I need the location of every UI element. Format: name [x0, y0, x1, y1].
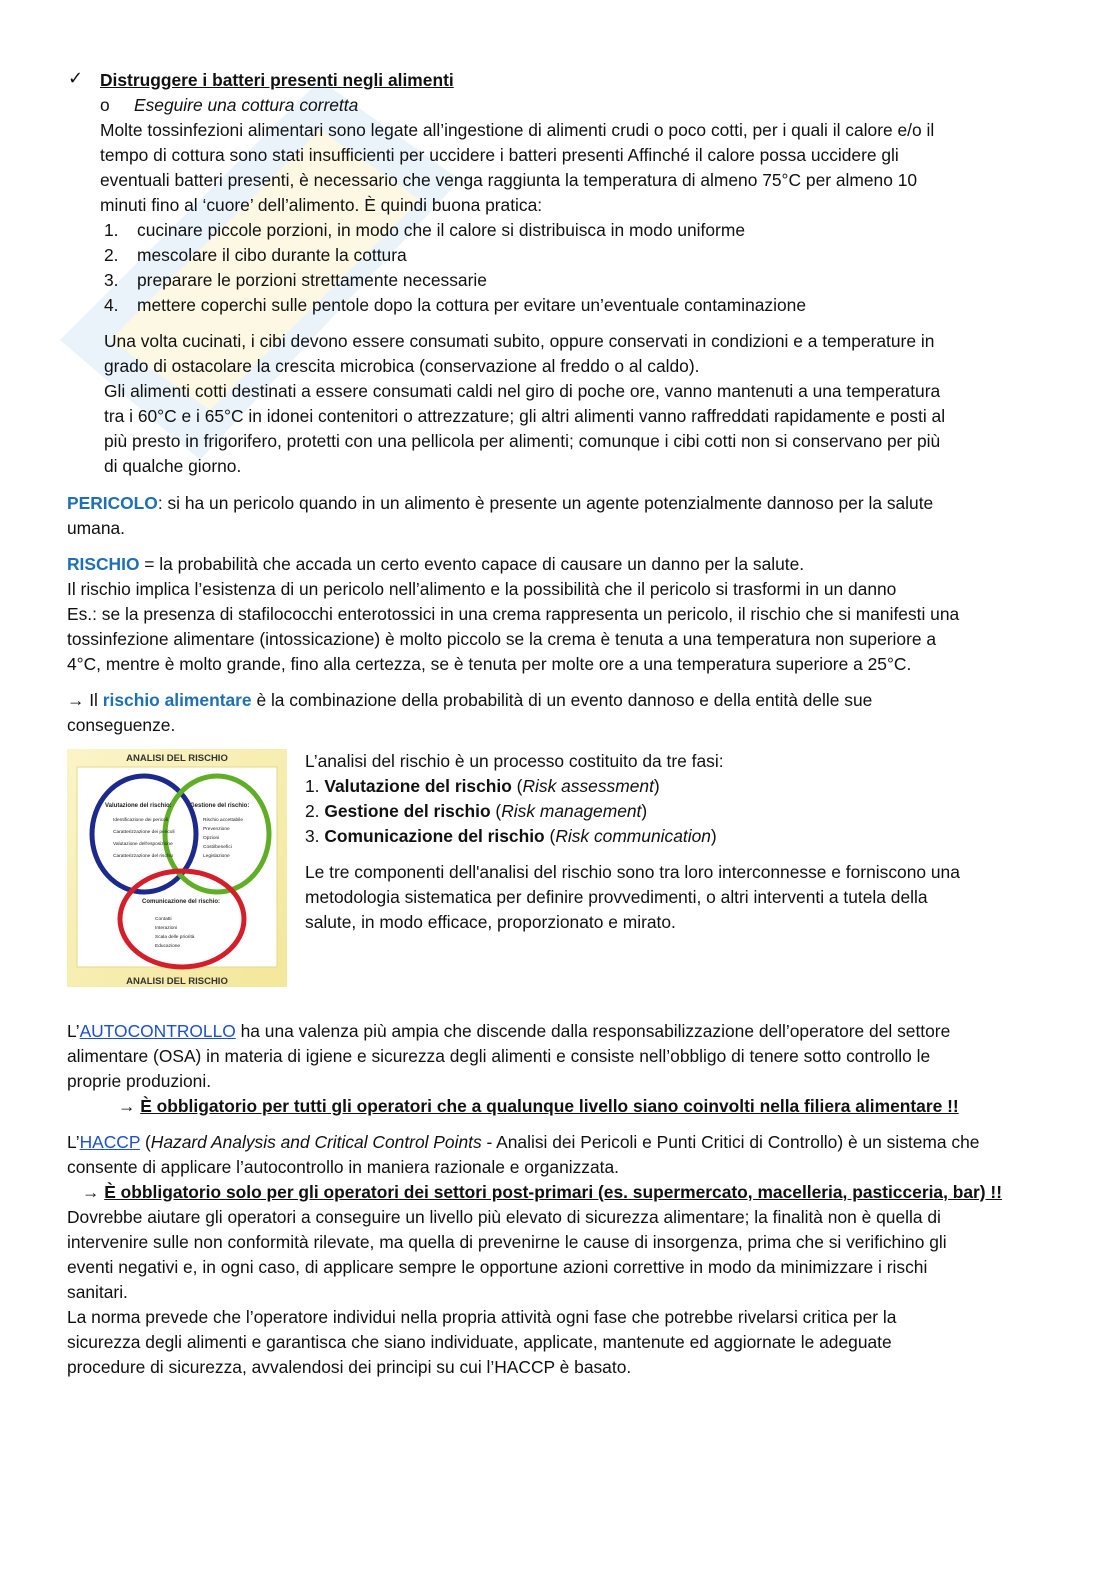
- storage-line: Una volta cucinati, i cibi devono essere consumati subito, oppure conservati in condizioni e a temperature in: [104, 331, 935, 351]
- bullet-marker: o: [100, 95, 110, 115]
- autocontrollo-line: alimentare (OSA) in materia di igiene e sicurezza degli alimenti e consiste nell’obbligo di tenere sotto controllo le: [67, 1046, 931, 1066]
- gestione-item: Opzioni: [203, 836, 220, 841]
- autocontrollo-link[interactable]: AUTOCONTROLLO: [79, 1021, 236, 1041]
- gestione-title: Gestione del rischio:: [190, 803, 250, 809]
- rischio-line: Es.: se la presenza di stafilococchi enterotossici in una crema rappresenta un pericolo, il rischio che si manifesti una: [67, 604, 960, 624]
- storage-line: tra i 60°C e i 65°C in idonei contenitori o attrezzature; gli altri alimenti vanno raffreddati rapidamente e posti al: [104, 406, 946, 426]
- rischio-term: RISCHIO: [67, 554, 140, 574]
- list-number: 3.: [104, 270, 119, 290]
- list-number: 4.: [104, 295, 119, 315]
- arrow-icon: →: [82, 1182, 100, 1202]
- risk-analysis-diagram: [67, 749, 287, 987]
- comunicazione-item: Interazioni: [155, 926, 178, 931]
- valutazione-item: Valutazione dell'esposizione: [113, 842, 173, 847]
- haccp-line: consente di applicare l’autocontrollo in maniera razionale e organizzata.: [67, 1157, 619, 1177]
- analisi-phase: 1. Valutazione del rischio (Risk assessment): [305, 776, 660, 796]
- gestione-item: Legislazione: [203, 854, 230, 859]
- arrow-icon: →: [67, 690, 85, 710]
- valutazione-item: Identificazione dei pericoli: [113, 818, 168, 823]
- comunicazione-title: Comunicazione del rischio:: [142, 899, 221, 905]
- haccp-link[interactable]: HACCP: [79, 1132, 141, 1152]
- section-title: Distruggere i batteri presenti negli alimenti: [100, 70, 454, 90]
- checkmark-icon: ✓: [68, 68, 84, 88]
- gestione-item: Rischio accettabile: [203, 818, 243, 823]
- analisi-line: salute, in modo efficace, proporzionato e mirato.: [305, 912, 676, 932]
- autocontrollo-note: → È obbligatorio per tutti gli operatori che a qualunque livello siano coinvolti nella filiera alimentare !!: [118, 1096, 959, 1116]
- sub-title: Eseguire una cottura corretta: [134, 95, 359, 115]
- gestione-item: Prevenzione: [203, 827, 230, 832]
- analisi-line: Le tre componenti dell'analisi del rischio sono tra loro interconnesse e forniscono una: [305, 862, 960, 882]
- rischio-line: 4°C, mentre è molto grande, fino alla certezza, se è tenuta per molte ore a una temperatura superiore a 25°C.: [67, 654, 912, 674]
- haccp-line: La norma prevede che l’operatore individui nella propria attività ogni fase che potrebbe rivelarsi critica per la: [67, 1307, 897, 1327]
- haccp-line: Dovrebbe aiutare gli operatori a conseguire un livello più elevato di sicurezza alimentare; la finalità non è quella di: [67, 1207, 941, 1227]
- autocontrollo-line: proprie produzioni.: [67, 1071, 212, 1091]
- list-item: cucinare piccole porzioni, in modo che il calore si distribuisca in modo uniforme: [137, 220, 745, 240]
- rischio-text: = la probabilità che accada un certo evento capace di causare un danno per la salute.: [139, 554, 805, 574]
- rischio-definition: [67, 552, 804, 577]
- pericolo-text: : si ha un pericolo quando in un alimento è presente un agente potenzialmente dannoso per la salute: [157, 493, 934, 513]
- cooking-line: minuti fino al ‘cuore’ dell’alimento. È quindi buona pratica:: [100, 195, 543, 215]
- arrow-icon: →: [118, 1096, 136, 1116]
- analisi-line: metodologia sistematica per definire provvedimenti, o altri interventi a tutela della: [305, 887, 928, 907]
- pericolo-term: PERICOLO: [67, 493, 158, 513]
- rischio-alimentare-line: → Il rischio alimentare è la combinazione della probabilità di un evento dannoso e della entità delle sue: [67, 690, 873, 710]
- analisi-phase: 3. Comunicazione del rischio (Risk communication): [305, 826, 717, 846]
- list-item: mettere coperchi sulle pentole dopo la cottura per evitare un’eventuale contaminazione: [137, 295, 806, 315]
- haccp-line: eventi negativi e, in ogni caso, di applicare sempre le opportune azioni correttive in modo da minimizzare i rischi: [67, 1257, 928, 1277]
- gestione-item: Costi/benefici: [203, 845, 232, 850]
- analisi-phase: 2. Gestione del rischio (Risk management): [305, 801, 648, 821]
- comunicazione-item: Scala delle priorità: [155, 935, 195, 940]
- pericolo-line: umana.: [67, 518, 126, 538]
- pericolo-definition: [67, 491, 933, 516]
- haccp-line: sanitari.: [67, 1282, 128, 1302]
- valutazione-item: Caratterizzazione del rischio: [113, 854, 174, 859]
- comunicazione-item: Educazione: [155, 944, 181, 949]
- rischio-alimentare-term: rischio alimentare: [102, 690, 252, 710]
- list-item: mescolare il cibo durante la cottura: [137, 245, 407, 265]
- list-number: 2.: [104, 245, 119, 265]
- storage-line: Gli alimenti cotti destinati a essere consumati caldi nel giro di poche ore, vanno mantenuti a una temperatura: [104, 381, 941, 401]
- cooking-line: tempo di cottura sono stati insufficienti per uccidere i batteri presenti Affinché il calore possa uccidere gli: [100, 145, 899, 165]
- storage-line: più presto in frigorifero, protetti con una pellicola per alimenti; comunque i cibi cotti non si conservano per più: [104, 431, 941, 451]
- autocontrollo-line: L’AUTOCONTROLLO ha una valenza più ampia che discende dalla responsabilizzazione dell’operatore del settore: [67, 1021, 951, 1041]
- list-item: preparare le porzioni strettamente necessarie: [137, 270, 487, 290]
- valutazione-title: Valutazione del rischio:: [105, 803, 172, 809]
- comunicazione-item: Contatti: [155, 917, 172, 922]
- rischio-line: Il rischio implica l’esistenza di un pericolo nell’alimento e la possibilità che il pericolo si trasformi in un danno: [67, 579, 897, 599]
- storage-line: di qualche giorno.: [104, 456, 242, 476]
- diagram-title-bottom: ANALISI DEL RISCHIO: [126, 976, 228, 987]
- haccp-line: procedure di sicurezza, avvalendosi dei principi su cui l’HACCP è basato.: [67, 1357, 632, 1377]
- diagram-title-top: ANALISI DEL RISCHIO: [126, 753, 228, 764]
- rischio-alimentare-line: conseguenze.: [67, 715, 176, 735]
- haccp-line: sicurezza degli alimenti e garantisca che siano individuate, applicate, mantenute ed aggiornate le adeguate: [67, 1332, 892, 1352]
- haccp-line: intervenire sulle non conformità rilevate, ma quella di prevenirne le cause di insorgenza, prima che si verifichino gli: [67, 1232, 947, 1252]
- storage-line: grado di ostacolare la crescita microbica (conservazione al freddo o al caldo).: [104, 356, 700, 376]
- valutazione-item: Caratterizzazione dei pericoli: [113, 830, 175, 835]
- rischio-line: tossinfezione alimentare (intossicazione) è molto piccolo se la crema è tenuta a una temperatura non superiore a: [67, 629, 937, 649]
- cooking-line: Molte tossinfezioni alimentari sono legate all’ingestione di alimenti crudi o poco cotti, per i quali il calore e/o il: [100, 120, 935, 140]
- haccp-note: → È obbligatorio solo per gli operatori dei settori post-primari (es. supermercato, macelleria, pasticceria, bar) !!: [82, 1182, 1003, 1202]
- haccp-line: L’HACCP (Hazard Analysis and Critical Control Points - Analisi dei Pericoli e Punti Critici di Controllo) è un sistema che: [67, 1132, 980, 1152]
- cooking-line: eventuali batteri presenti, è necessario che venga raggiunta la temperatura di almeno 75°C per almeno 10: [100, 170, 918, 190]
- list-number: 1.: [104, 220, 119, 240]
- analisi-intro: L’analisi del rischio è un processo costituito da tre fasi:: [305, 751, 724, 771]
